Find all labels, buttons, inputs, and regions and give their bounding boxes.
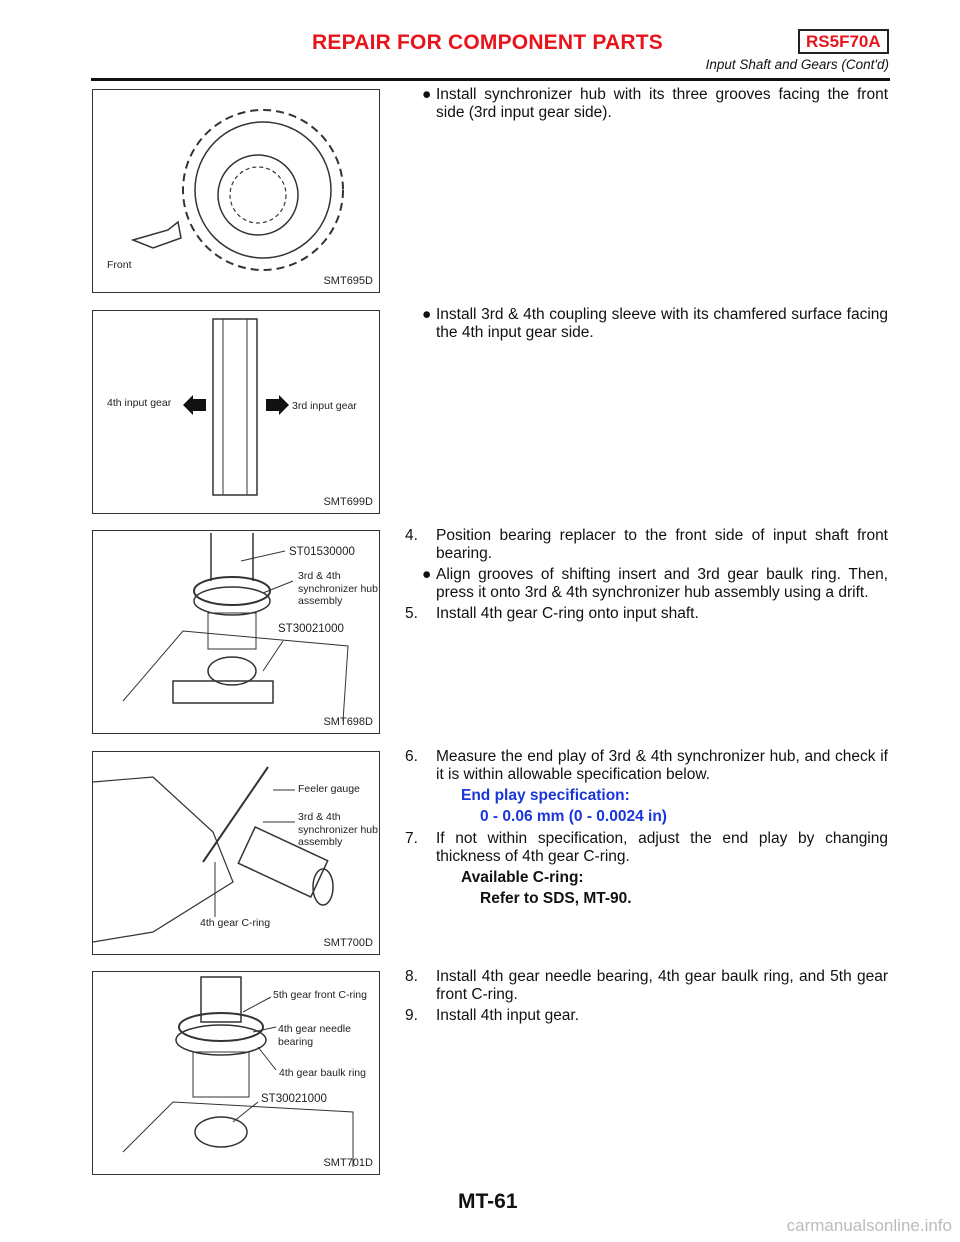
figure-code: SMT699D [323, 496, 373, 508]
spec-title: End play specification: [461, 787, 630, 804]
c-ring-label: 4th gear C-ring [200, 917, 271, 929]
step-item: 7. If not within specification, adjust the end play by changing thickness of 4th gear C-ring. [405, 830, 888, 865]
header-rule [91, 78, 890, 81]
figure-code: SMT701D [323, 1157, 373, 1169]
section-title: REPAIR FOR COMPONENT PARTS [312, 31, 663, 54]
feeler-gauge-label: Feeler gauge [298, 783, 360, 795]
tool-st30021000-label: ST30021000 [278, 623, 344, 635]
instruction-block-5 [405, 968, 888, 1028]
available-value: Refer to SDS, MT-90. [480, 890, 632, 907]
coupling-sleeve-illustration [93, 311, 381, 515]
step-item: 4. Position bearing replacer to the front side of input shaft front bearing. [405, 527, 888, 562]
spec-value: 0 - 0.06 mm (0 - 0.0024 in) [480, 808, 667, 825]
sync-hub-label: 3rd & 4th synchronizer hub assembly [298, 811, 378, 848]
instruction-block-2 [405, 306, 888, 345]
step-item: 9. Install 4th input gear. [405, 1007, 580, 1024]
watermark: carmanualsonline.info [786, 1216, 952, 1235]
4th-input-gear-label: 4th input gear [107, 397, 172, 409]
step-item: 5. Install 4th gear C-ring onto input shaft. [405, 605, 699, 622]
tool-st30021000-label: ST30021000 [261, 1093, 327, 1105]
3rd-input-gear-label: 3rd input gear [292, 400, 357, 412]
baulk-ring-label: 4th gear baulk ring [279, 1067, 366, 1079]
bullet-item: ● Align grooves of shifting insert and 3rd gear baulk ring. Then, press it onto 3rd & 4th synchronizer hub assembly using a drift. [422, 566, 888, 601]
gear-illustration [93, 90, 381, 294]
figure-code: SMT695D [323, 275, 373, 287]
figure-code: SMT700D [323, 937, 373, 949]
front-label: Front [107, 259, 132, 271]
figure-code: SMT698D [323, 716, 373, 728]
model-code-badge: RS5F70A [798, 29, 889, 54]
page-number: MT-61 [458, 1190, 518, 1213]
sync-hub-label: 3rd & 4th synchronizer hub assembly [298, 570, 378, 607]
needle-bearing-label: 4th gear needle bearing [278, 1023, 351, 1048]
instruction-block-4 [405, 748, 888, 912]
instruction-block-3 [405, 527, 888, 626]
bullet-item: ● Install 3rd & 4th coupling sleeve with its chamfered surface facing the 4th input gear side. [422, 306, 888, 341]
step-item: 6. Measure the end play of 3rd & 4th synchronizer hub, and check if it is within allowable specification below. [405, 748, 888, 783]
figure-smt698d [92, 530, 380, 734]
figure-smt699d [92, 310, 380, 514]
tool-st01530000-label: ST01530000 [289, 546, 355, 558]
front-c-ring-label: 5th gear front C-ring [273, 989, 367, 1001]
available-title: Available C-ring: [461, 869, 584, 886]
section-subtitle: Input Shaft and Gears (Cont'd) [705, 57, 889, 72]
instruction-block-1 [405, 86, 888, 125]
step-item: 8. Install 4th gear needle bearing, 4th gear baulk ring, and 5th gear front C-ring. [405, 968, 888, 1003]
figure-smt700d [92, 751, 380, 955]
figure-smt701d [92, 971, 380, 1175]
figure-smt695d [92, 89, 380, 293]
bullet-item: ● Install synchronizer hub with its three grooves facing the front side (3rd input gear side). [422, 86, 888, 121]
